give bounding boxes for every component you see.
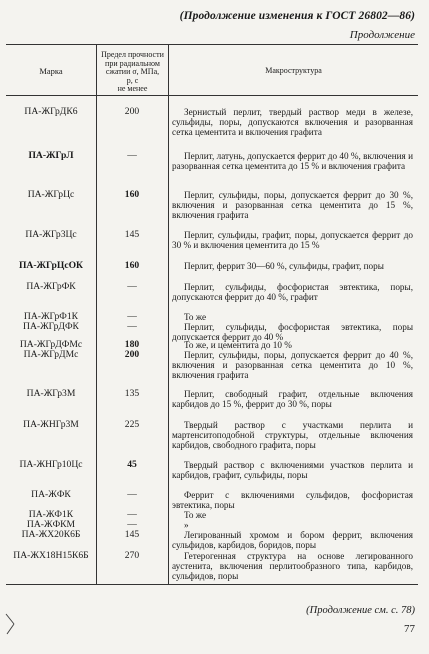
row-structure: То же: [184, 312, 207, 322]
row-mark: ПА-ЖГрФК: [26, 281, 76, 292]
row-structure: Перлит, сульфиды, фосфористая эвтектика, поры допускается феррит до 40 %: [172, 322, 413, 343]
row-structure: Перлит, сульфиды, фосфористая эвтектика, поры, допускаются феррит до 40 %, графит: [172, 282, 413, 303]
row-mark: ПА-ЖГр3М: [26, 388, 76, 399]
row-limit: —: [127, 281, 137, 292]
row-structure: Твердый раствор с участками перлита и мартенситоподобной структуры, отдельные включения карбидов, свободного графита, поры: [172, 420, 413, 451]
row-structure: То же, и цементита до 10 %: [184, 340, 292, 350]
column-header-limit-line: Предел прочности: [101, 50, 164, 59]
row-limit: 135: [124, 388, 140, 399]
row-limit: —: [127, 519, 137, 530]
row-structure: Гетерогенная структура на основе легированного аустенита, включения перлитообразного типа, карбидов, сульфидов, поры: [172, 551, 413, 582]
row-limit: 270: [124, 550, 140, 561]
header-divider: [6, 95, 418, 96]
column-divider: [168, 45, 169, 584]
row-mark: ПА-ЖХ18Н15К6Б: [13, 550, 89, 561]
row-structure: То же: [184, 510, 207, 520]
row-limit: 200: [124, 349, 140, 360]
row-mark: ПА-ЖГрФ1К: [23, 311, 79, 322]
continuation-label: Продолжение: [349, 29, 415, 41]
row-limit: —: [127, 311, 137, 322]
row-limit: 145: [124, 229, 140, 240]
row-mark: ПА-ЖГрЦсОК: [18, 260, 84, 271]
row-limit: 225: [124, 419, 140, 430]
row-limit: 160: [124, 260, 140, 271]
row-structure: Зернистый перлит, твердый раствор меди в железе, сульфиды, поры, допускаются включения и разорванная сетка цементита и включения графита: [172, 107, 413, 138]
column-header-limit-symbol: сжатии σ: [105, 67, 137, 76]
row-limit: —: [127, 489, 137, 500]
column-header-mark: Марка: [39, 66, 63, 76]
row-structure: Перлит, сульфиды, графит, поры, допускается феррит до 30 % и включения цементита до 15 %: [172, 230, 413, 251]
row-mark: ПА-ЖГрДФК: [23, 321, 79, 332]
properties-table: [6, 44, 418, 585]
row-limit: 45: [127, 459, 137, 470]
row-mark: ПА-ЖГрДК6: [24, 106, 78, 117]
column-header-limit-unit: , МПа,: [136, 67, 160, 76]
column-header-limit-line: при радиальном: [105, 58, 160, 68]
row-limit: 180: [124, 339, 140, 350]
row-structure: »: [184, 520, 189, 530]
row-mark: ПА-ЖГрДФМс: [19, 339, 83, 350]
row-mark: ПА-ЖХ20К6Б: [21, 529, 81, 540]
row-limit: 200: [124, 106, 140, 117]
row-limit: 160: [124, 189, 140, 200]
column-header-limit-line: не менее: [117, 84, 148, 93]
column-header-limit: [97, 51, 168, 94]
binding-mark-icon: [4, 610, 18, 640]
row-limit: 145: [124, 529, 140, 540]
row-structure: Перлит, латунь, допускается феррит до 40 %, включения и разорванная сетка цементита до 15 % и включения графита: [172, 151, 413, 172]
row-mark: ПА-ЖГрЦс: [27, 189, 75, 200]
page-header-title: (Продолжение изменения к ГОСТ 26802—86): [179, 10, 415, 22]
page-number: 77: [404, 623, 415, 635]
row-mark: ПА-ЖФ1К: [28, 509, 74, 520]
row-limit: —: [127, 321, 137, 332]
row-mark: ПА-ЖФКМ: [26, 519, 76, 530]
row-mark: ПА-ЖФК: [31, 489, 71, 500]
row-mark: ПА-ЖНГр10Цс: [19, 459, 83, 470]
row-structure: Легированный хромом и бором феррит, включения сульфидов, карбидов, боридов, поры: [172, 530, 413, 551]
row-structure: Перлит, феррит 30—60 %, сульфиды, графит, поры: [184, 261, 384, 271]
continued-note: (Продолжение см. с. 78): [306, 605, 415, 616]
row-structure: Перлит, сульфиды, поры, допускается феррит до 40 %, включения и разорванная сетка цементита до 10 %, включения графита: [172, 350, 413, 381]
column-header-limit-line: р, с: [126, 75, 139, 85]
row-mark: ПА-ЖГр3Цс: [25, 229, 77, 240]
row-structure: Перлит, свободный графит, отдельные включения карбидов до 15 %, феррит до 30 %, поры: [172, 389, 413, 410]
row-structure: Феррит с включениями сульфидов, фосфористая эвтектика, поры: [172, 490, 413, 511]
column-header-structure: Макроструктура: [265, 66, 322, 75]
row-limit: —: [127, 509, 137, 520]
row-mark: ПА-ЖГрЛ: [28, 150, 74, 161]
row-mark: ПА-ЖГрДМс: [23, 349, 79, 360]
row-structure: Твердый раствор с включениями участков перлита и карбидов, графит, сульфиды, поры: [172, 460, 413, 481]
row-structure: Перлит, сульфиды, поры, допускается феррит до 30 %, включения и разорванная сетка цементита до 15 %, включения графита: [172, 190, 413, 221]
row-mark: ПА-ЖНГр3М: [23, 419, 79, 430]
row-limit: —: [127, 150, 137, 161]
